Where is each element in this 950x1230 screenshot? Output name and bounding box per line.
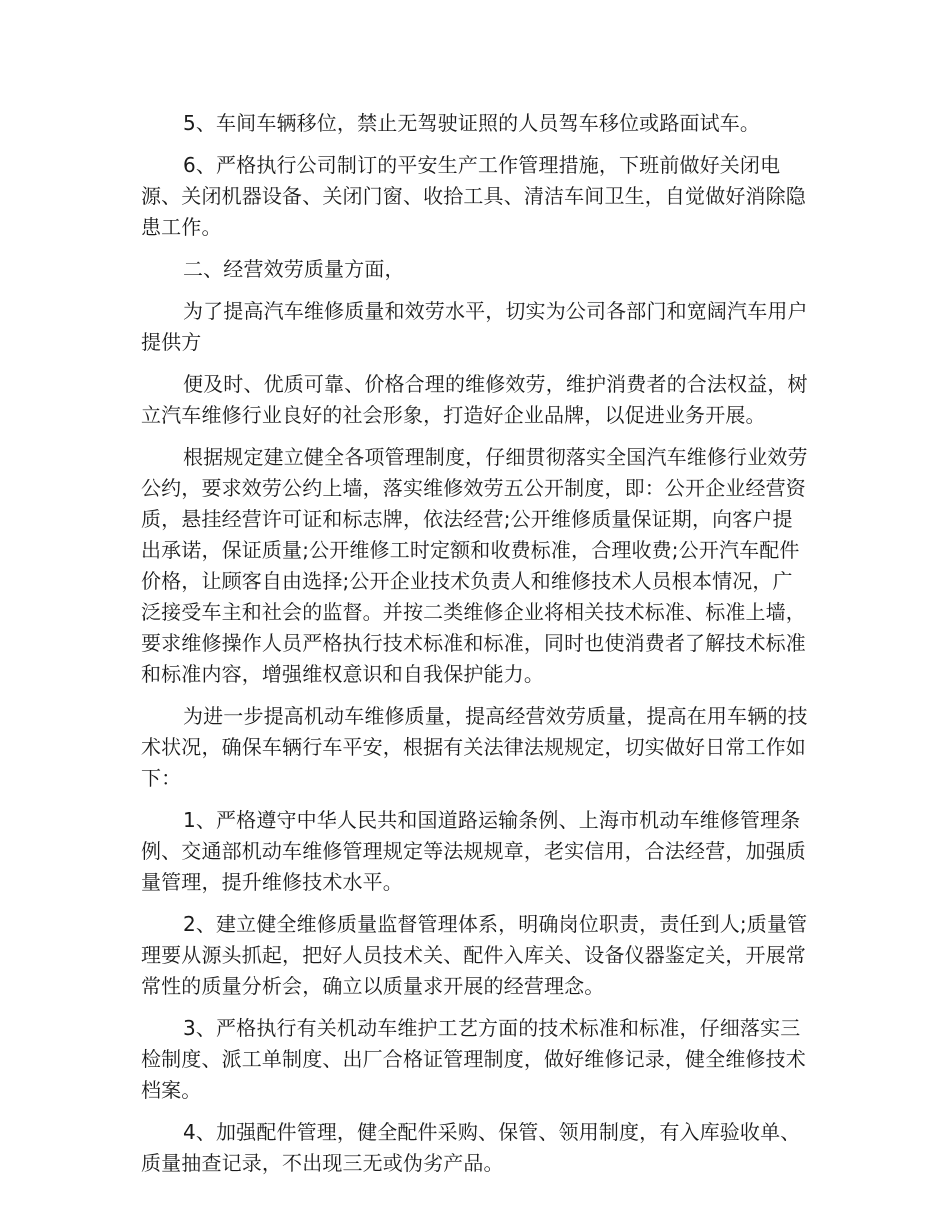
paragraph-item-6-safety-measures: 6、严格执行公司制订的平安生产工作管理措施，下班前做好关闭电源、关闭机器设备、关闭门窗、收拾工具、清洁车间卫生，自觉做好消除隐患工作。: [141, 153, 806, 239]
paragraph-service-continued: 便及时、优质可靠、价格合理的维修效劳，维护消费者的合法权益，树立汽车维修行业良好的社会形象，打造好企业品牌，以促进业务开展。: [141, 372, 808, 427]
paragraph-daily-work-intro: 为进一步提高机动车维修质量，提高经营效劳质量，提高在用车辆的技术状况，确保车辆行车平安，根据有关法律法规规定，切实做好日常工作如下：: [141, 704, 808, 790]
paragraph-item-4-parts-management: 4、加强配件管理，健全配件采购、保管、领用制度，有入库验收单、质量抽查记录，不出现三无或伪劣产品。: [141, 1120, 801, 1175]
section-heading-service-quality: 二、经营效劳质量方面，: [183, 257, 405, 281]
paragraph-item-5-vehicle-moving: 5、车间车辆移位，禁止无驾驶证照的人员驾车移位或路面试车。: [183, 111, 761, 135]
paragraph-item-2-quality-system: 2、建立健全维修质量监督管理体系，明确岗位职责，责任到人;质量管理要从源头抓起，把好人员技术关、配件入库关、设备仪器鉴定关，开展常常性的质量分析会，确立以质量求开展的经营理念。: [141, 912, 808, 998]
paragraph-management-system: 根据规定建立健全各项管理制度，仔细贯彻落实全国汽车维修行业效劳公约，要求效劳公约上墙，落实维修效劳五公开制度，即：公开企业经营资质，悬挂经营许可证和标志牌，依法经营;公开维修质量保证期，向客户提出承诺，保证质量;公开维修工时定额和收费标准，合理收费;公开汽车配件价格，让顾客自由选择;公开企业技术负责人和维修技术人员根本情况，广泛接受车主和社会的监督。并按二类维修企业将相关技术标准、标准上墙，要求维修操作人员严格执行技术标准和标准，同时也使消费者了解技术标准和标准内容，增强维权意识和自我保护能力。: [141, 445, 808, 686]
paragraph-item-1-regulations: 1、严格遵守中华人民共和国道路运输条例、上海市机动车维修管理条例、交通部机动车维修管理规定等法规规章，老实信用，合法经营，加强质量管理，提升维修技术水平。: [141, 808, 806, 894]
paragraph-item-3-technical-standards: 3、严格执行有关机动车维护工艺方面的技术标准和标准，仔细落实三检制度、派工单制度、出厂合格证管理制度，做好维修记录，健全维修技术档案。: [141, 1016, 806, 1102]
paragraph-service-intro: 为了提高汽车维修质量和效劳水平，切实为公司各部门和宽阔汽车用户提供方: [141, 299, 808, 354]
